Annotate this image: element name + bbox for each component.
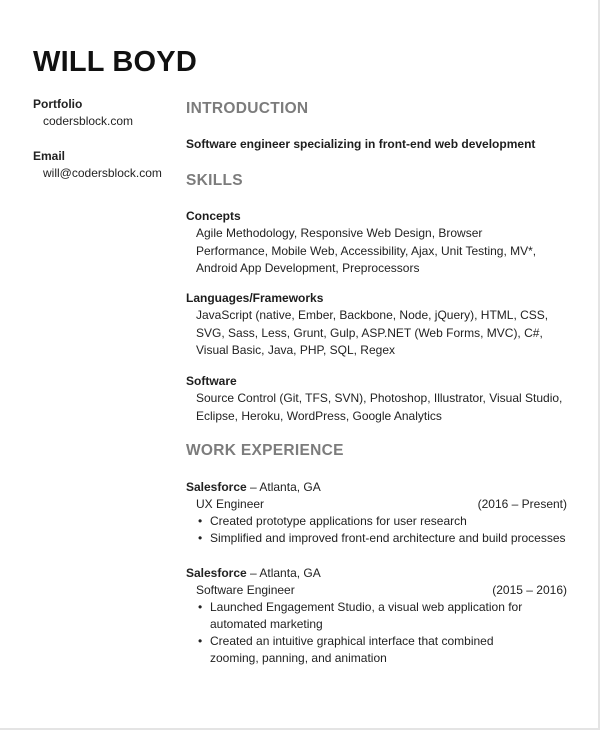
introduction-heading: INTRODUCTION: [186, 100, 309, 117]
bullet-icon: •: [198, 531, 203, 545]
job-dates: (2015 – 2016): [492, 583, 567, 597]
list-item: [196, 633, 536, 667]
job-dates: (2016 – Present): [477, 497, 567, 511]
job-location: – Atlanta, GA: [246, 566, 321, 580]
job-company-line: [186, 479, 581, 496]
skill-group-text: Source Control (Git, TFS, SVN), Photoshop, Illustrator, Visual Studio, Eclipse, Heroku, WordPress, Google Analytics: [196, 391, 563, 423]
job-company: Salesforce: [186, 566, 247, 580]
job-company-line: [186, 565, 581, 582]
list-item: [196, 513, 581, 530]
job-entry: [186, 479, 581, 547]
portfolio-link[interactable]: codersblock.com: [43, 114, 134, 128]
skill-group-title: Languages/Frameworks: [186, 291, 324, 305]
bullet-text: Created an intuitive graphical interface that combined zooming, panning, and animation: [210, 634, 494, 665]
list-item: [196, 599, 536, 633]
job-location: – Atlanta, GA: [246, 480, 321, 494]
skill-group-languages: [186, 290, 581, 360]
bullet-icon: •: [198, 514, 203, 528]
experience-heading: WORK EXPERIENCE: [186, 442, 344, 459]
bullet-icon: •: [198, 634, 203, 648]
bullet-text: Simplified and improved front-end architecture and build processes: [210, 531, 566, 545]
email-label: Email: [33, 149, 66, 163]
job-title: Software Engineer: [196, 583, 295, 597]
skill-group-text: JavaScript (native, Ember, Backbone, Node, jQuery), HTML, CSS, SVG, Sass, Less, Grunt, Gulp, ASP.NET (Web Forms, MVC), C#, Visual Basic, Java, PHP, SQL, Regex: [196, 308, 549, 357]
job-entry: [186, 565, 581, 667]
skill-group-title: Concepts: [186, 209, 241, 223]
job-bullets: [186, 513, 581, 547]
job-role-line: [186, 496, 581, 513]
candidate-name: WILL BOYD: [33, 46, 197, 78]
skill-group-software: [186, 373, 581, 425]
job-company: Salesforce: [186, 480, 247, 494]
skills-heading: SKILLS: [186, 172, 243, 189]
portfolio-label: Portfolio: [33, 97, 83, 111]
bullet-icon: •: [198, 600, 203, 614]
bullet-text: Launched Engagement Studio, a visual web application for automated marketing: [210, 600, 523, 631]
job-title: UX Engineer: [196, 497, 265, 511]
skill-group-concepts: [186, 208, 581, 278]
bullet-text: Created prototype applications for user research: [210, 514, 467, 528]
job-bullets: [186, 599, 536, 667]
job-role-line: [186, 582, 581, 599]
email-link[interactable]: will@codersblock.com: [43, 166, 162, 180]
portfolio-block: [33, 96, 133, 130]
skill-group-text: Agile Methodology, Responsive Web Design, Browser Performance, Mobile Web, Accessibility, Ajax, Unit Testing, MV*, Android App Development, Preprocessors: [196, 226, 537, 275]
introduction-summary: Software engineer specializing in front-end web development: [186, 137, 536, 151]
email-block: [33, 148, 162, 182]
list-item: [196, 530, 581, 547]
skill-group-title: Software: [186, 374, 237, 388]
